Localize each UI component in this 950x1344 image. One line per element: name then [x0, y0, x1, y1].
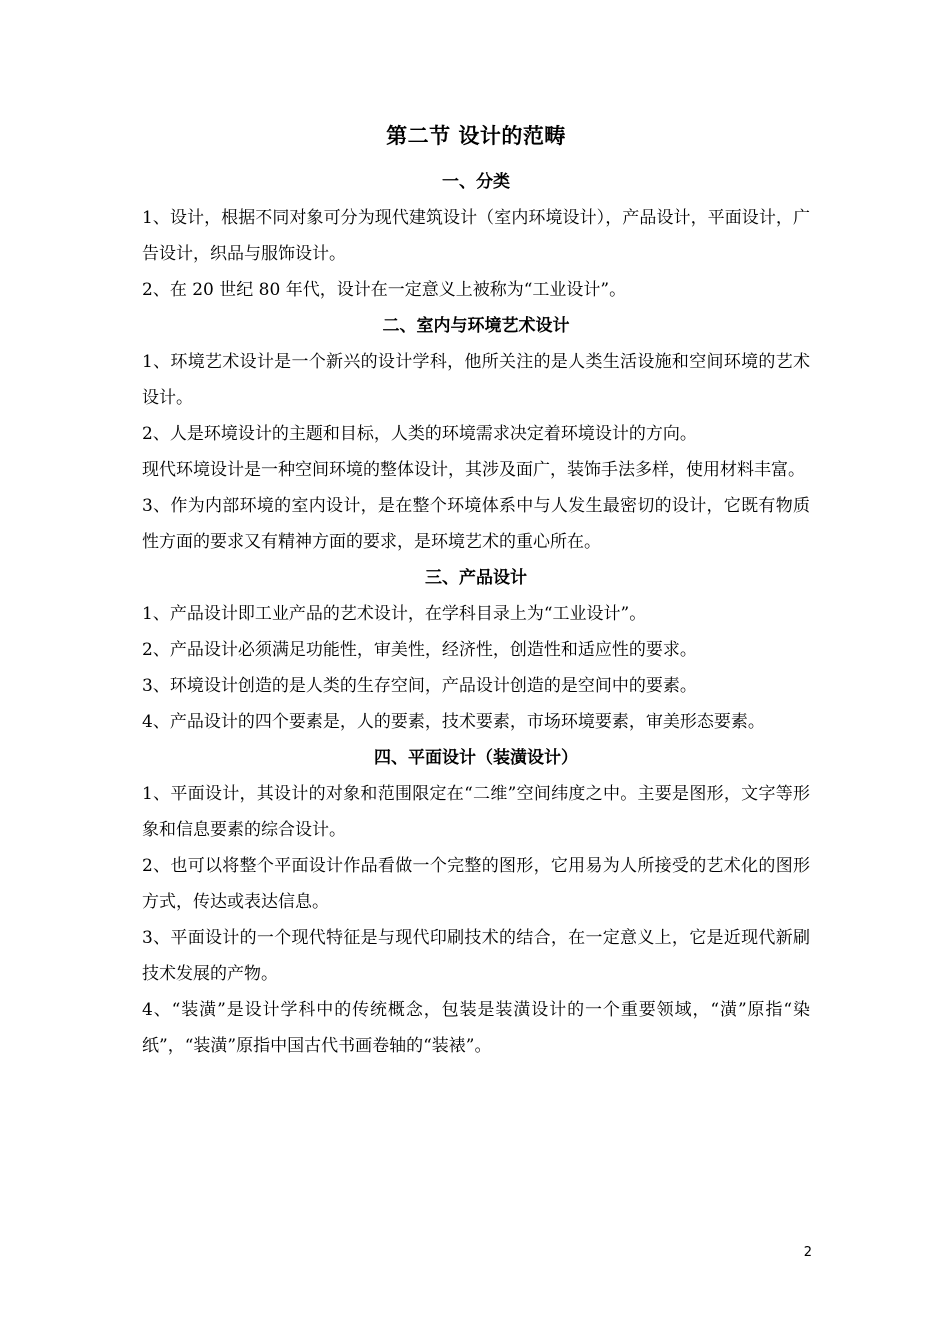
- section-heading: 二、室内与环境艺术设计: [382, 316, 570, 336]
- paragraph: 4、“装潢”是设计学科中的传统概念，包装是装潢设计的一个重要领域，“潢”原指“染纸”，“装潢”原指中国古代书画卷轴的“装裱”。: [142, 1000, 810, 1056]
- paragraph: 1、产品设计即工业产品的艺术设计，在学科目录上为“工业设计”。: [142, 604, 647, 624]
- section-interior-environment-design: [142, 308, 810, 560]
- paragraph: 3、环境设计创造的是人类的生存空间，产品设计创造的是空间中的要素。: [142, 676, 697, 696]
- paragraph: 1、环境艺术设计是一个新兴的设计学科，他所关注的是人类生活设施和空间环境的艺术设计。: [142, 352, 810, 408]
- paragraph: 3、平面设计的一个现代特征是与现代印刷技术的结合，在一定意义上，它是近现代新刷技术发展的产物。: [142, 928, 810, 984]
- paragraph: 4、产品设计的四个要素是，人的要素，技术要素，市场环境要素，审美形态要素。: [142, 712, 765, 732]
- paragraph: 2、在 20 世纪 80 年代，设计在一定意义上被称为“工业设计”。: [142, 280, 627, 300]
- paragraph: 3、作为内部环境的室内设计，是在整个环境体系中与人发生最密切的设计，它既有物质性方面的要求又有精神方面的要求，是环境艺术的重心所在。: [142, 496, 810, 552]
- document-content: [142, 118, 810, 1064]
- section-graphic-design: [142, 740, 810, 1064]
- paragraph: 2、也可以将整个平面设计作品看做一个完整的图形，它用易为人所接受的艺术化的图形方式，传达或表达信息。: [142, 856, 810, 912]
- paragraph: 2、人是环境设计的主题和目标，人类的环境需求决定着环境设计的方向。: [142, 424, 697, 444]
- section-heading: 三、产品设计: [425, 568, 527, 588]
- section-product-design: [142, 560, 810, 740]
- section-classification: [142, 164, 810, 308]
- paragraph: 1、设计，根据不同对象可分为现代建筑设计（室内环境设计），产品设计，平面设计，广告设计，织品与服饰设计。: [142, 208, 810, 264]
- section-heading: 四、平面设计（装潢设计）: [374, 748, 578, 768]
- section-heading: 一、分类: [442, 172, 510, 192]
- page-number: 2: [803, 1245, 812, 1260]
- paragraph: 1、平面设计，其设计的对象和范围限定在“二维”空间纬度之中。主要是图形，文字等形象和信息要素的综合设计。: [142, 784, 810, 840]
- paragraph: 2、产品设计必须满足功能性，审美性，经济性，创造性和适应性的要求。: [142, 640, 697, 660]
- page-title: 第二节 设计的范畴: [386, 123, 566, 148]
- paragraph: 现代环境设计是一种空间环境的整体设计，其涉及面广，装饰手法多样，使用材料丰富。: [142, 460, 805, 480]
